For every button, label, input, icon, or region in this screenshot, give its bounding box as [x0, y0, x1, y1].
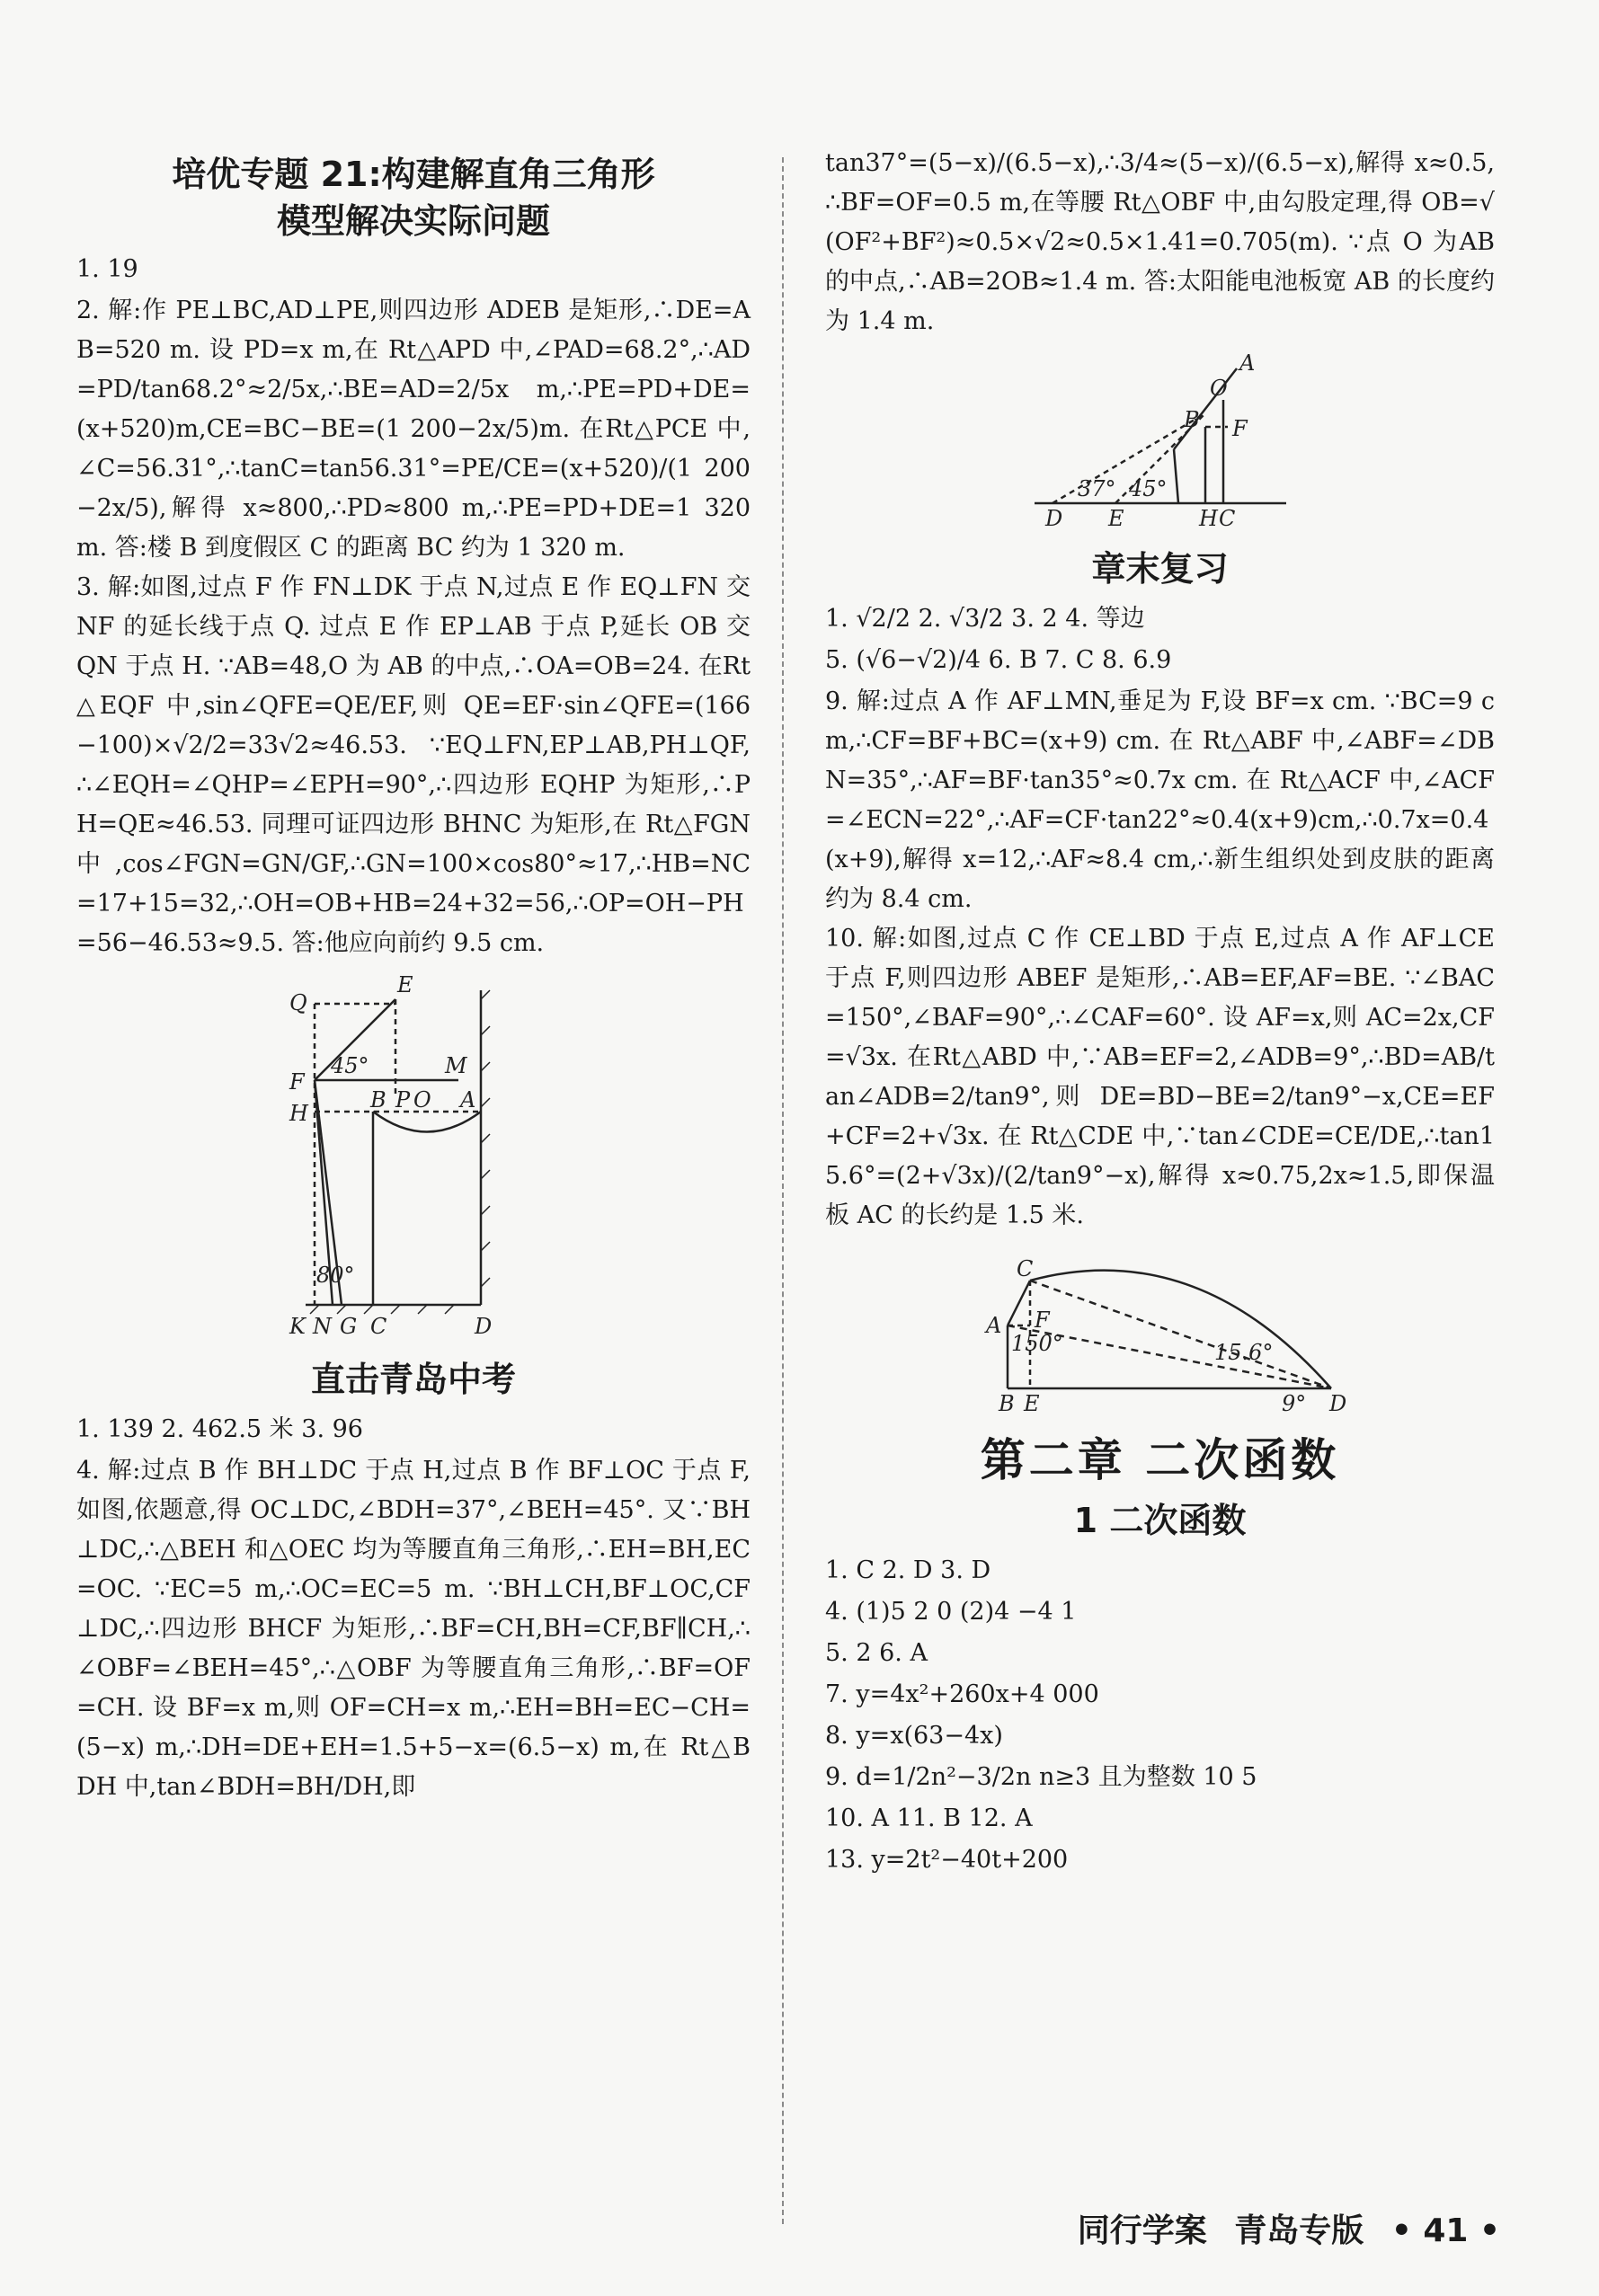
footer-edition: 青岛专版	[1234, 2212, 1364, 2249]
fig-label-P: P	[395, 1087, 411, 1113]
fig1-label-F: F	[1231, 416, 1248, 441]
fig-label-M: M	[445, 1053, 467, 1078]
fig-label-A: A	[460, 1087, 476, 1113]
ch2-answer-8: 8. y=x(63−4x)	[825, 1722, 1003, 1750]
fig1-label-45: 45°	[1128, 476, 1168, 501]
ch2-answer-7: 7. y=4x²+260x+4 000	[825, 1680, 1099, 1708]
review-answer-1: 1. √2/2 2. √3/2 3. 2 4. 等边	[825, 605, 1145, 633]
fig2-label-D: D	[1328, 1391, 1346, 1415]
fig-label-H: H	[289, 1101, 308, 1126]
fig-label-K: K	[289, 1314, 306, 1339]
ch2-answer-10: 10. A 11. B 12. A	[825, 1804, 1033, 1832]
fig-label-B: B	[370, 1087, 386, 1113]
fig1-label-E: E	[1107, 506, 1124, 530]
section-title-review: 章末复习	[1091, 549, 1229, 589]
answer-3: 3. 解:如图,过点 F 作 FN⊥DK 于点 N,过点 E 作 EQ⊥FN 交 NF 的延长线于点 Q. 过点 E 作 EP⊥AB 于点 P,延长 OB 交 QN 于点 H. ∵AB=48,O 为 AB 的中点,∴OA=OB=24. 在Rt△EQF 中,sin∠QFE=QE/EF,则 QE=EF·sin∠QFE=(166−100)×√2/2=33√2≈46.53. ∵EQ⊥FN,EP⊥AB,PH⊥QF,∴∠EQH=∠QHP=∠EPH=90°,∴四边形 EQHP 为矩形,∴PH=QE≈46.53. 同理可证四边形 BHNC 为矩形,在 Rt△FGN 中,cos∠FGN=GN/GF,∴GN=100×cos80°≈17,∴HB=NC=17+15=32,∴OH=OB+HB=24+32=56,∴OP=OH−PH=56−46.53≈9.5. 答:他应向前约 9.5 cm.	[76, 573, 751, 957]
fig-label-G: G	[340, 1314, 358, 1339]
figure-solar-panel	[1026, 350, 1295, 530]
ch2-answer-9: 9. d=1/2n²−3/2n n≥3 且为整数 10 5	[825, 1763, 1257, 1791]
review-answer-10: 10. 解:如图,过点 C 作 CE⊥BD 于点 E,过点 A 作 AF⊥CE 于点 F,则四边形 ABEF 是矩形,∴AB=EF,AF=BE. ∵∠BAC=150°,∠BAF=90°,∴∠CAF=60°. 设 AF=x,则 AC=2x,CF=√3x. 在Rt△ABD 中,∵AB=EF=2,∠ADB=9°,∴BD=AB/tan∠ADB=2/tan9°,则 DE=BD−BE=2/tan9°−x,CE=EF+CF=2+√3x. 在 Rt△CDE 中,∵tan∠CDE=CE/DE,∴tan15.6°=(2+√3x)/(2/tan9°−x),解得 x≈0.75,2x≈1.5,即保温板 AC 的长约是 1.5 米.	[825, 925, 1495, 1229]
fig1-label-H: H	[1198, 506, 1218, 530]
footer-brand: 同行学案	[1077, 2212, 1207, 2249]
fig1-label-B: B	[1183, 407, 1200, 432]
fig1-label-D: D	[1044, 506, 1062, 530]
ch2-answer-1: 1. C 2. D 3. D	[825, 1556, 991, 1584]
fig-label-C: C	[370, 1314, 387, 1339]
chapter-title: 第二章 二次函数	[980, 1434, 1340, 1486]
left-column	[76, 144, 751, 1807]
fig2-label-B: B	[998, 1391, 1015, 1415]
chapter-subtitle: 1 二次函数	[1073, 1501, 1247, 1540]
section-title-qingdao: 直击青岛中考	[310, 1360, 516, 1399]
review-answer-9: 9. 解:过点 A 作 AF⊥MN,垂足为 F,设 BF=x cm. ∵BC=9 cm,∴CF=BF+BC=(x+9) cm. 在 Rt△ABF 中,∠ABF=∠DBN=35°,∴AF=BF·tan35°≈0.7x cm. 在 Rt△ACF 中,∠ACF=∠ECN=22°,∴AF=CF·tan22°≈0.4(x+9)cm,∴0.7x=0.4(x+9),解得 x=12,∴AF≈8.4 cm,∴新生组织处到皮肤的距离约为 8.4 cm.	[825, 687, 1495, 913]
answer-2: 2. 解:作 PE⊥BC,AD⊥PE,则四边形 ADEB 是矩形,∴DE=AB=520 m. 设 PD=x m,在 Rt△APD 中,∠PAD=68.2°,∴AD=PD/tan68.2°≈2/5x,∴BE=AD=2/5x m,∴PE=PD+DE=(x+520)m,CE=BC−BE=(1 200−2x/5)m. 在Rt△PCE 中,∠C=56.31°,∴tanC=tan56.31°=PE/CE=(x+520)/(1 200−2x/5),解得 x≈800,∴PD≈800 m,∴PE=PD+DE=1 320 m. 答:楼 B 到度假区 C 的距离 BC 约为 1 320 m.	[76, 297, 751, 562]
fig2-label-E: E	[1023, 1391, 1040, 1415]
page-number: • 41 •	[1390, 2212, 1500, 2249]
fig2-label-150: 150°	[1010, 1331, 1063, 1356]
fig-label-45: 45°	[331, 1053, 369, 1078]
fig-label-E: E	[397, 972, 413, 997]
ch2-answer-13: 13. y=2t²−40t+200	[825, 1846, 1069, 1874]
fig-label-D: D	[475, 1314, 493, 1339]
topic-title-line2: 模型解决实际问题	[276, 201, 550, 241]
fig-label-F: F	[289, 1069, 305, 1095]
fig2-label-C: C	[1016, 1256, 1033, 1281]
fig-label-O: O	[413, 1087, 431, 1113]
fig2-label-A: A	[985, 1313, 1001, 1338]
page-footer	[1062, 2205, 1500, 2251]
right-column	[825, 144, 1495, 1882]
fig1-label-37: 37°	[1077, 476, 1116, 501]
fig2-label-F: F	[1034, 1308, 1050, 1333]
ch2-answer-4: 4. (1)5 2 0 (2)4 −4 1	[825, 1598, 1077, 1626]
answer-qd-4-cont: tan37°=(5−x)/(6.5−x),∴3/4≈(5−x)/(6.5−x),解得 x≈0.5,∴BF=OF=0.5 m,在等腰 Rt△OBF 中,由勾股定理,得 OB=√(OF²+BF²)≈0.5×√2≈0.5×1.41=0.705(m). ∵点 O 为AB 的中点,∴AB=2OB≈1.4 m. 答:太阳能电池板宽 AB 的长度约为 1.4 m.	[825, 149, 1495, 335]
fig-label-80: 80°	[316, 1263, 355, 1288]
fig1-label-A: A	[1239, 350, 1255, 376]
fig2-label-9: 9°	[1281, 1391, 1306, 1415]
answer-qd-1: 1. 139 2. 462.5 米 3. 96	[76, 1415, 363, 1443]
figure-insulation-board	[972, 1245, 1349, 1415]
fig1-label-O: O	[1209, 376, 1228, 401]
fig1-label-C: C	[1218, 506, 1235, 530]
answer-1: 1. 19	[76, 255, 138, 283]
column-divider	[782, 157, 784, 2224]
ch2-answer-5: 5. 2 6. A	[825, 1639, 928, 1667]
fig2-label-156: 15.6°	[1213, 1340, 1273, 1365]
topic-title-line1: 培优专题 21:构建解直角三角形	[172, 155, 655, 194]
fig-label-N: N	[313, 1314, 332, 1339]
review-answer-5: 5. (√6−√2)/4 6. B 7. C 8. 6.9	[825, 646, 1172, 674]
answer-qd-4: 4. 解:过点 B 作 BH⊥DC 于点 H,过点 B 作 BF⊥OC 于点 F,如图,依题意,得 OC⊥DC,∠BDH=37°,∠BEH=45°. 又∵BH⊥DC,∴△BEH 和△OEC 均为等腰直角三角形,∴EH=BH,EC=OC. ∵EC=5 m,∴OC=EC=5 m. ∵BH⊥CH,BF⊥OC,CF⊥DC,∴四边形 BHCF 为矩形,∴BF=CH,BH=CF,BF∥CH,∴∠OBF=∠BEH=45°,∴△OBF 为等腰直角三角形,∴BF=OF=CH. 设 BF=x m,则 OF=CH=x m,∴EH=BH=EC−CH=(5−x) m,∴DH=DE+EH=1.5+5−x=(6.5−x) m,在 Rt△BDH 中,tan∠BDH=BH/DH,即	[76, 1457, 751, 1801]
fig-label-Q: Q	[289, 990, 307, 1015]
figure-chair-wall	[270, 972, 557, 1341]
topic-title	[76, 151, 751, 244]
